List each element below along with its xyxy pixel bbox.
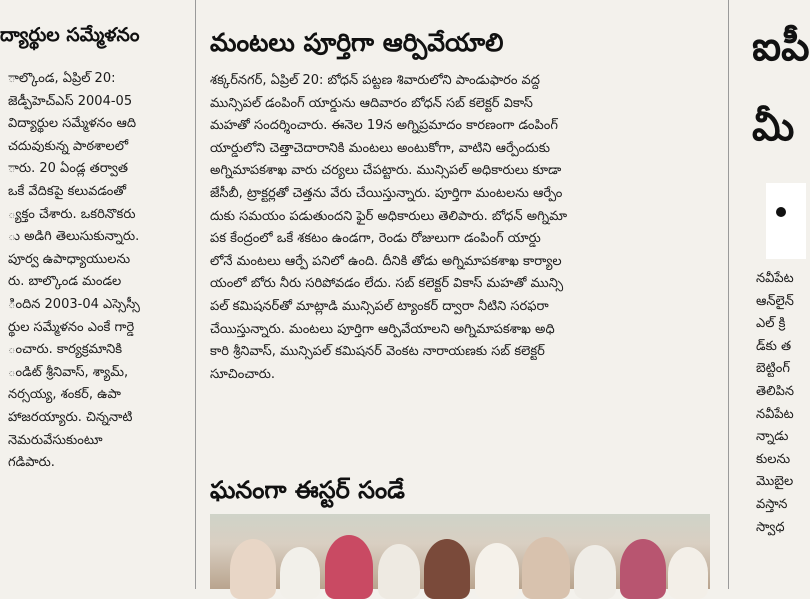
text-line: శక్కర్‌నగర్, ఏప్రిల్ 20: బోధన్ పట్టణ శివారులోని పాండుఫారం వద్ద bbox=[210, 73, 540, 88]
text-line: యంలో బోరు నీరు సరిపోవడం లేదు. సబ్ కలెక్టర్ వికాస్ మహతో మున్సి bbox=[210, 276, 564, 292]
text-line: విద్యార్థుల సమ్మేళనం ఆది bbox=[8, 116, 136, 132]
text-line: పల్ కమిషనర్‌తో మాట్లాడి మున్సిపల్ ట్యాంకర్ ద్వారా నీటిని సరఫరా bbox=[210, 298, 549, 314]
text-line: జేసీబీ, ట్రాక్టర్లతో చెత్తను వేరు చేయిస్తున్నారు. పూర్తిగా మంటలను ఆర్పేం bbox=[210, 185, 563, 201]
text-line: గడిపారు. bbox=[8, 455, 55, 471]
right-article-column bbox=[738, 0, 810, 589]
text-line: ారు. 20 ఏండ్ల తర్వాత bbox=[8, 161, 128, 177]
text-line: జెడ్పీహెచ్ఎస్ 2004-05 bbox=[8, 93, 133, 109]
text-line: ఎల్ క్రి bbox=[756, 316, 786, 332]
right-article-headline-line1: ఐపీ bbox=[752, 24, 810, 70]
main-article-column bbox=[200, 0, 720, 589]
left-article-body bbox=[0, 68, 192, 475]
text-line: ిందిన 2003-04 ఎస్సెస్సీ bbox=[8, 296, 140, 312]
text-line: హాజరయ్యారు. చిన్ననాటి bbox=[8, 409, 133, 425]
text-line: బెట్టింగ్ bbox=[756, 361, 790, 377]
text-line: లోనే మంటలు ఆర్పే పనిలో ఉంది. దీనికి తోడు అగ్నిమాపకశాఖ కార్యాల bbox=[210, 253, 562, 269]
easter-gathering-photo bbox=[210, 514, 710, 589]
text-line: అగ్నిమాపకశాఖ వారు చర్యలు చేపట్టారు. మున్సిపల్ అధికారులు కూడా bbox=[210, 163, 562, 179]
text-line: ర్థుల సమ్మేళనం ఎంకే గార్డె bbox=[8, 319, 135, 335]
text-line: ఒకే వేదికపై కలువడంతో bbox=[8, 183, 127, 199]
text-line: చేయిస్తున్నారు. మంటలు పూర్తిగా ఆర్పివేయాలని అగ్నిమాపకశాఖ అధి bbox=[210, 321, 555, 337]
column-divider bbox=[195, 0, 196, 589]
text-line: ండిట్ శ్రీనివాస్, శ్యామ్, bbox=[8, 364, 129, 380]
text-line: సూచించారు. bbox=[210, 366, 276, 382]
text-line: నవీపేట bbox=[756, 271, 794, 286]
left-article-column bbox=[0, 0, 192, 589]
highlight-box bbox=[766, 183, 806, 259]
text-line: ాల్కొండ, ఏప్రిల్ 20: bbox=[8, 71, 116, 86]
text-line: మొబైల bbox=[756, 474, 794, 490]
text-line: దుకు సమయం పడుతుందని ఫైర్ అధికారులు తెలిపారు. బోధన్ అగ్నిమా bbox=[210, 208, 567, 224]
text-line: ు అడిగి తెలుసుకున్నారు. bbox=[8, 229, 140, 245]
text-line: యార్డులోని చెత్తాచెదారానికి మంటలు అంటుకోగా, వాటిని ఆర్పేందుకు bbox=[210, 140, 551, 156]
right-article-headline-line2: మీ bbox=[752, 104, 795, 150]
left-article-headline: ద్యార్థుల సమ్మేళనం bbox=[0, 24, 140, 46]
text-line: వస్తాన bbox=[756, 496, 788, 512]
text-line: రు. బాల్కొండ మండల bbox=[8, 274, 122, 290]
text-line: తెలిపిన bbox=[756, 383, 795, 399]
text-line: కులను bbox=[756, 451, 791, 467]
text-line: ఆన్‌లైన్ bbox=[756, 293, 794, 309]
text-line: పూర్వ ఉపాధ్యాయులను bbox=[8, 251, 131, 267]
text-line: డ్‌కు త bbox=[756, 338, 792, 354]
text-line: నర్సయ్య, శంకర్, ఉపా bbox=[8, 387, 121, 403]
text-line: ంచారు. కార్యక్రమానికి bbox=[8, 342, 123, 358]
text-line: పక కేంద్రంలో ఒకే శకటం ఉండగా, రెండు రోజులుగా డంపింగ్ యార్డు bbox=[210, 231, 541, 247]
main-article-body bbox=[210, 70, 718, 386]
text-line: నవీపేట bbox=[756, 406, 794, 422]
text-line: న్నాడు bbox=[756, 429, 789, 445]
column-divider bbox=[728, 0, 729, 589]
text-line: ్యక్తం చేశారు. ఒకరినొకరు bbox=[8, 206, 136, 222]
text-line: మున్సిపల్ డంపింగ్ యార్డును ఆదివారం బోధన్ సబ్ కలెక్టర్ వికాస్ bbox=[210, 95, 533, 111]
bullet-icon bbox=[776, 207, 786, 217]
text-line: చదువుకున్న పాఠశాలలో bbox=[8, 138, 129, 154]
text-line: నెమరువేసుకుంటూ bbox=[8, 432, 103, 448]
main-article-headline: మంటలు పూర్తిగా ఆర్పివేయాలి bbox=[210, 28, 504, 57]
text-line: స్వాధ bbox=[756, 519, 785, 535]
text-line: కారి శ్రీనివాస్, మున్సిపల్ కమిషనర్ వెంకట నారాయణకు సబ్ కలెక్టర్ bbox=[210, 344, 545, 360]
text-line: మహతో సందర్శించారు. ఈనెల 19న అగ్నిప్రమాదం కారణంగా డంపింగ్ bbox=[210, 118, 558, 134]
right-article-body bbox=[756, 268, 806, 539]
second-article-headline: ఘనంగా ఈస్టర్ సండే bbox=[210, 476, 405, 504]
